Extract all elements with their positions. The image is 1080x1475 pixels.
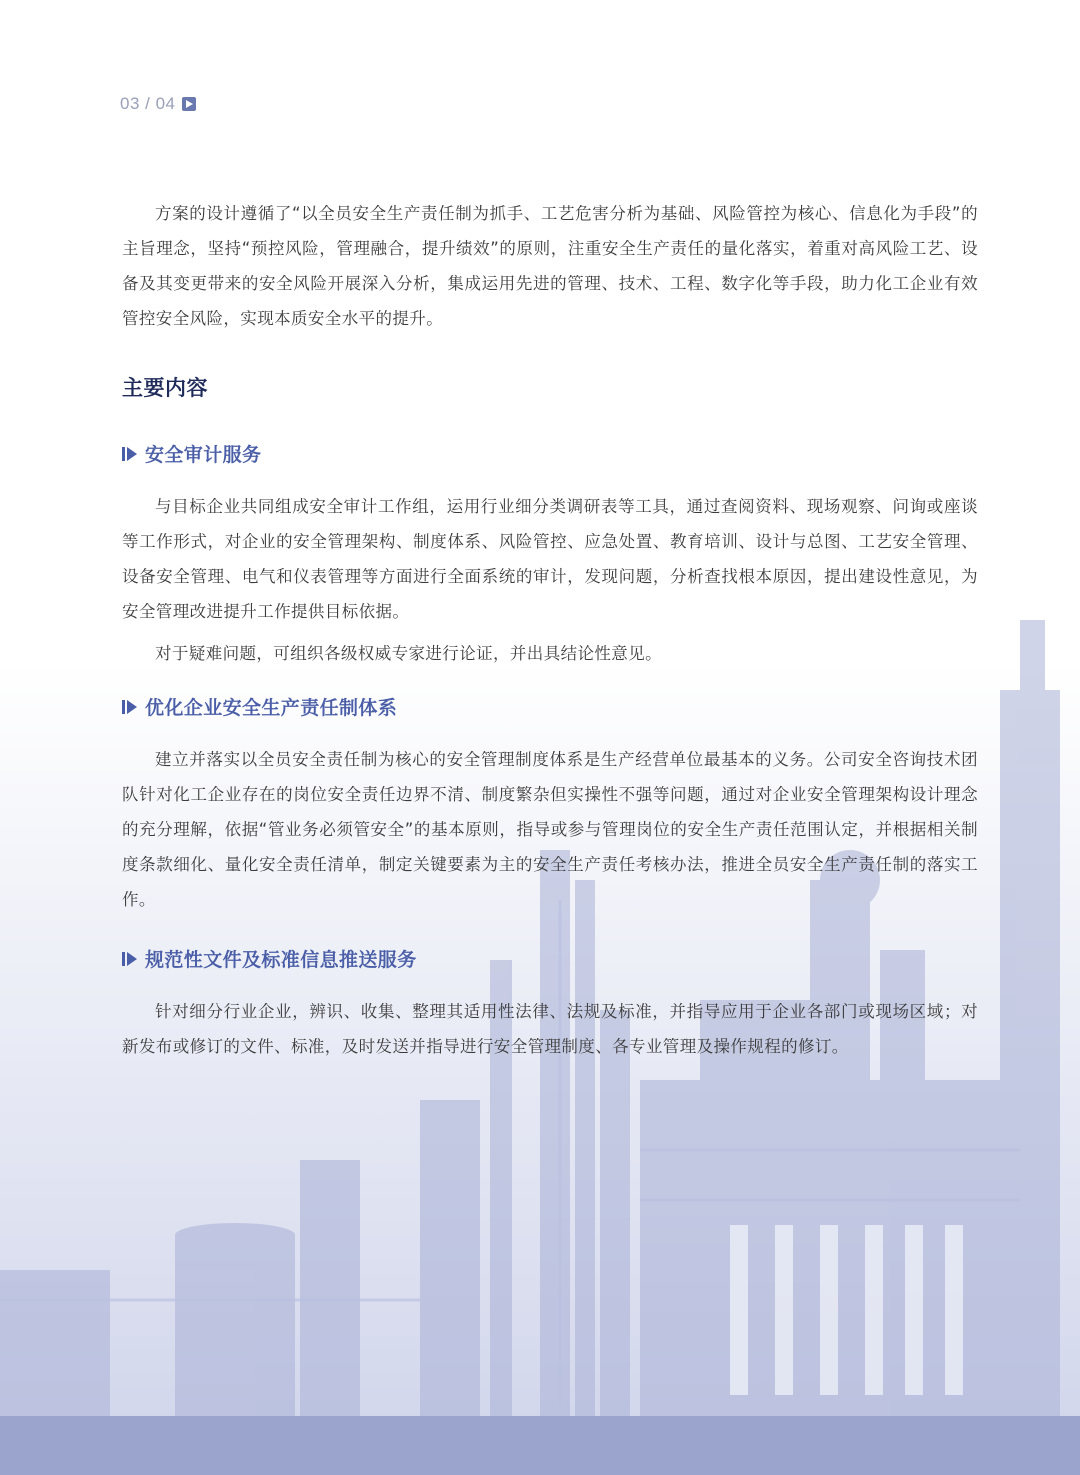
play-arrow-icon [122,952,137,966]
bottom-color-band [0,1416,1080,1475]
play-arrow-icon [122,700,137,714]
section-title: 安全审计服务 [145,444,262,466]
play-arrow-icon [122,447,137,461]
section-paragraph: 与目标企业共同组成安全审计工作组，运用行业细分类调研表等工具，通过查阅资料、现场观察、问询或座谈等工作形式，对企业的安全管理架构、制度体系、风险管控、应急处置、教育培训、设计与总图、工艺安全管理、设备安全管理、电气和仪表管理等方面进行全面系统的审计，发现问题，分析查找根本原因，提出建设性意见，为安全管理改进提升工作提供目标依据。 [122,497,978,621]
main-heading: 主要内容 [122,376,208,400]
section-heading [122,440,978,467]
section-title: 规范性文件及标准信息推送服务 [145,949,417,971]
page-indicator-text: 03 / 04 [120,94,176,113]
section-paragraph: 建立并落实以全员安全责任制为核心的安全管理制度体系是生产经营单位最基本的义务。公司安全咨询技术团队针对化工企业存在的岗位安全责任边界不清、制度繁杂但实操性不强等问题，通过对企业安全管理架构设计理念的充分理解，依据“管业务必须管安全”的基本原则，指导或参与管理岗位的安全生产责任范围认定，并根据相关制度条款细化、量化安全责任清单，制定关键要素为主的安全生产责任考核办法，推进全员安全生产责任制的落实工作。 [122,750,978,909]
main-content [122,196,978,1064]
section-heading [122,945,978,972]
section-paragraph: 对于疑难问题，可组织各级权威专家进行论证，并出具结论性意见。 [155,644,662,663]
section-paragraph: 针对细分行业企业，辨识、收集、整理其适用性法律、法规及标准，并指导应用于企业各部门或现场区域；对新发布或修订的文件、标准，及时发送并指导进行安全管理制度、各专业管理及操作规程的修订。 [122,1002,978,1056]
next-arrow-icon [182,97,196,111]
section-title: 优化企业安全生产责任制体系 [145,697,398,719]
page-indicator [120,94,196,114]
intro-paragraph: 方案的设计遵循了“以全员安全生产责任制为抓手、工艺危害分析为基础、风险管控为核心、信息化为手段”的主旨理念，坚持“预控风险，管理融合，提升绩效”的原则，注重安全生产责任的量化落实，着重对高风险工艺、设备及其变更带来的安全风险开展深入分析，集成运用先进的管理、技术、工程、数字化等手段，助力化工企业有效管控安全风险，实现本质安全水平的提升。 [122,204,978,328]
section-heading [122,693,978,720]
